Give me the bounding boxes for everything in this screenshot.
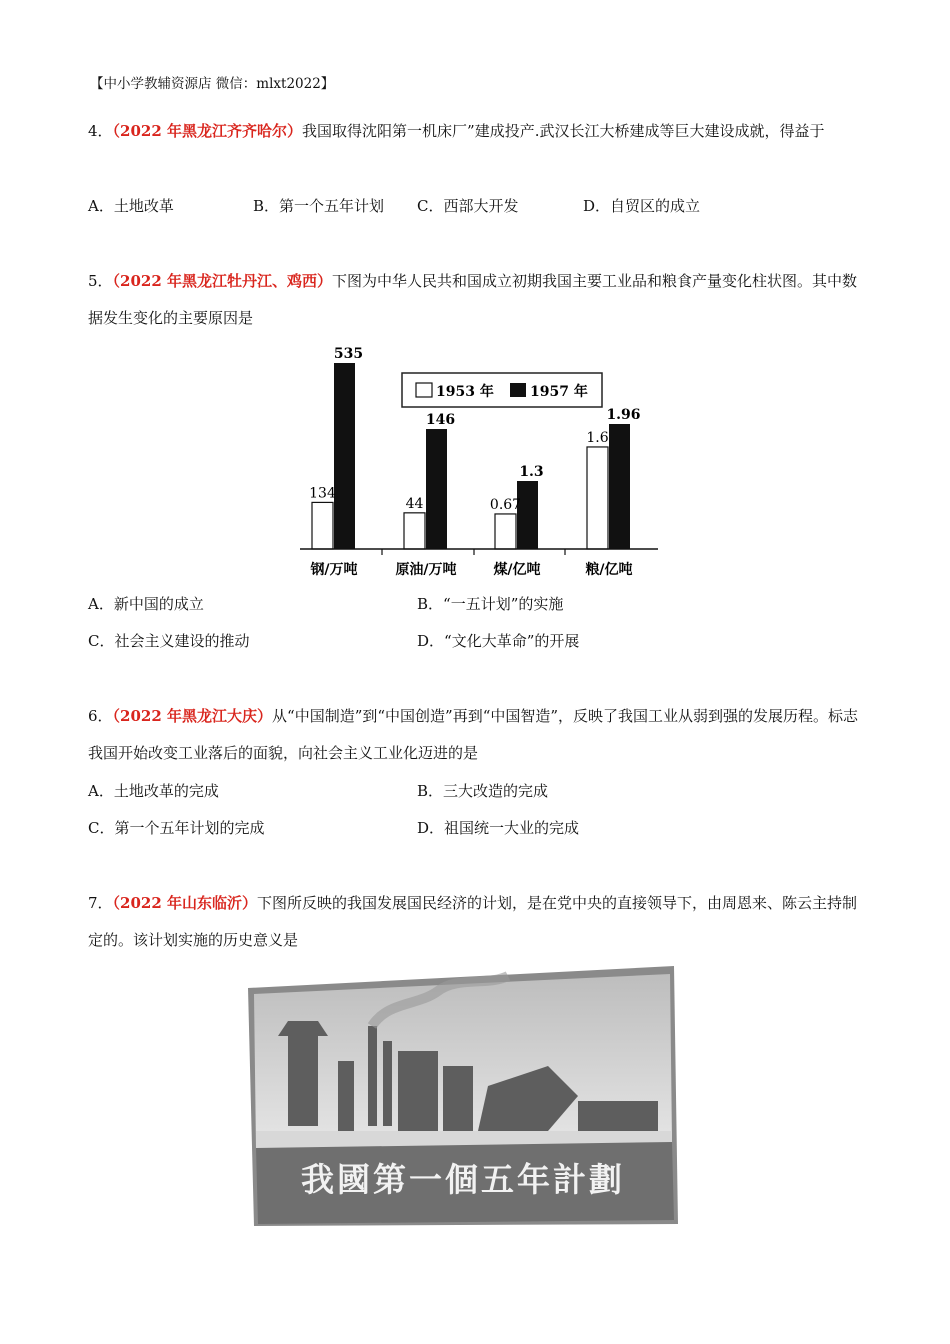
bar-1953-1	[404, 513, 425, 549]
legend-label-1953: 1953 年	[436, 384, 494, 400]
option-c[interactable]: C．西部大开发	[417, 197, 519, 215]
option-b[interactable]: B．“一五计划”的实施	[417, 595, 564, 613]
production-bar-chart	[290, 340, 670, 580]
data-label-1953-1: 44	[405, 495, 424, 512]
bar-1957-2	[517, 481, 538, 549]
data-label-1953-3: 1.6	[586, 429, 609, 446]
question-number: 6．	[88, 707, 113, 725]
legend-label-1957: 1957 年	[530, 384, 588, 400]
first-five-year-plan-poster	[248, 966, 678, 1226]
bar-1953-2	[495, 514, 516, 549]
question-7	[88, 885, 868, 959]
tick-label-3: 粮/亿吨	[585, 562, 633, 578]
legend-swatch-1953	[416, 383, 432, 397]
option-b[interactable]: B．第一个五年计划	[253, 197, 385, 215]
question-stem: 从“中国制造”到“中国创造”再到“中国智造”，反映了我国工业从弱到强的发展历程。标志我国开始改变工业落后的面貌，向社会主义工业化迈进的是	[88, 707, 859, 762]
question-number: 5．	[88, 272, 113, 290]
data-label-1953-2: 0.67	[489, 496, 522, 513]
page-header: 【中小学教辅资源店 微信：mlxt2022】	[90, 76, 335, 92]
data-label-1957-2: 1.3	[519, 464, 544, 480]
option-d[interactable]: D．祖国统一大业的完成	[417, 819, 580, 837]
question-source: （2022 年山东临沂）	[112, 894, 258, 912]
question-6	[88, 698, 868, 772]
bar-1953-3	[587, 447, 608, 549]
legend-swatch-1957	[510, 383, 526, 397]
bar-1957-0	[334, 363, 355, 549]
question-stem: 我国取得沈阳第一机床厂”建成投产.武汉长江大桥建成等巨大建设成就，得益于	[302, 122, 825, 140]
data-label-1957-0: 535	[333, 346, 364, 362]
option-a[interactable]: A．新中国的成立	[88, 595, 204, 613]
bar-1957-3	[609, 424, 630, 549]
option-b[interactable]: B．三大改造的完成	[417, 782, 549, 800]
data-label-1957-1: 146	[425, 412, 456, 428]
question-stem: 下图所反映的我国发展国民经济的计划，是在党中央的直接领导下，由周恩来、陈云主持制定的。该计划实施的历史意义是	[88, 894, 858, 949]
question-stem: 下图为中华人民共和国成立初期我国主要工业品和粮食产量变化柱状图。其中数据发生变化的主要原因是	[88, 272, 858, 327]
option-c[interactable]: C．第一个五年计划的完成	[88, 819, 265, 837]
poster-title: 我國第一個五年計劃	[301, 1160, 625, 1199]
option-d[interactable]: D．自贸区的成立	[583, 197, 701, 215]
bar-1957-1	[426, 429, 447, 549]
question-5	[88, 263, 868, 337]
question-source: （2022 年黑龙江大庆）	[112, 707, 273, 725]
question-number: 7．	[88, 894, 113, 912]
question-source: （2022 年黑龙江牡丹江、鸡西）	[112, 272, 333, 290]
tick-label-2: 煤/亿吨	[493, 562, 541, 578]
bar-1953-0	[312, 502, 333, 549]
question-source: （2022 年黑龙江齐齐哈尔）	[112, 122, 303, 140]
option-a[interactable]: A．土地改革的完成	[88, 782, 219, 800]
option-a[interactable]: A．土地改革	[88, 197, 174, 215]
question-4	[88, 113, 868, 150]
tick-label-0: 钢/万吨	[310, 562, 358, 578]
option-d[interactable]: D．“文化大革命”的开展	[417, 632, 580, 650]
data-label-1953-0: 134	[309, 485, 336, 502]
tick-label-1: 原油/万吨	[395, 562, 457, 578]
option-c[interactable]: C．社会主义建设的推动	[88, 632, 250, 650]
question-number: 4．	[88, 122, 113, 140]
data-label-1957-3: 1.96	[606, 407, 641, 423]
